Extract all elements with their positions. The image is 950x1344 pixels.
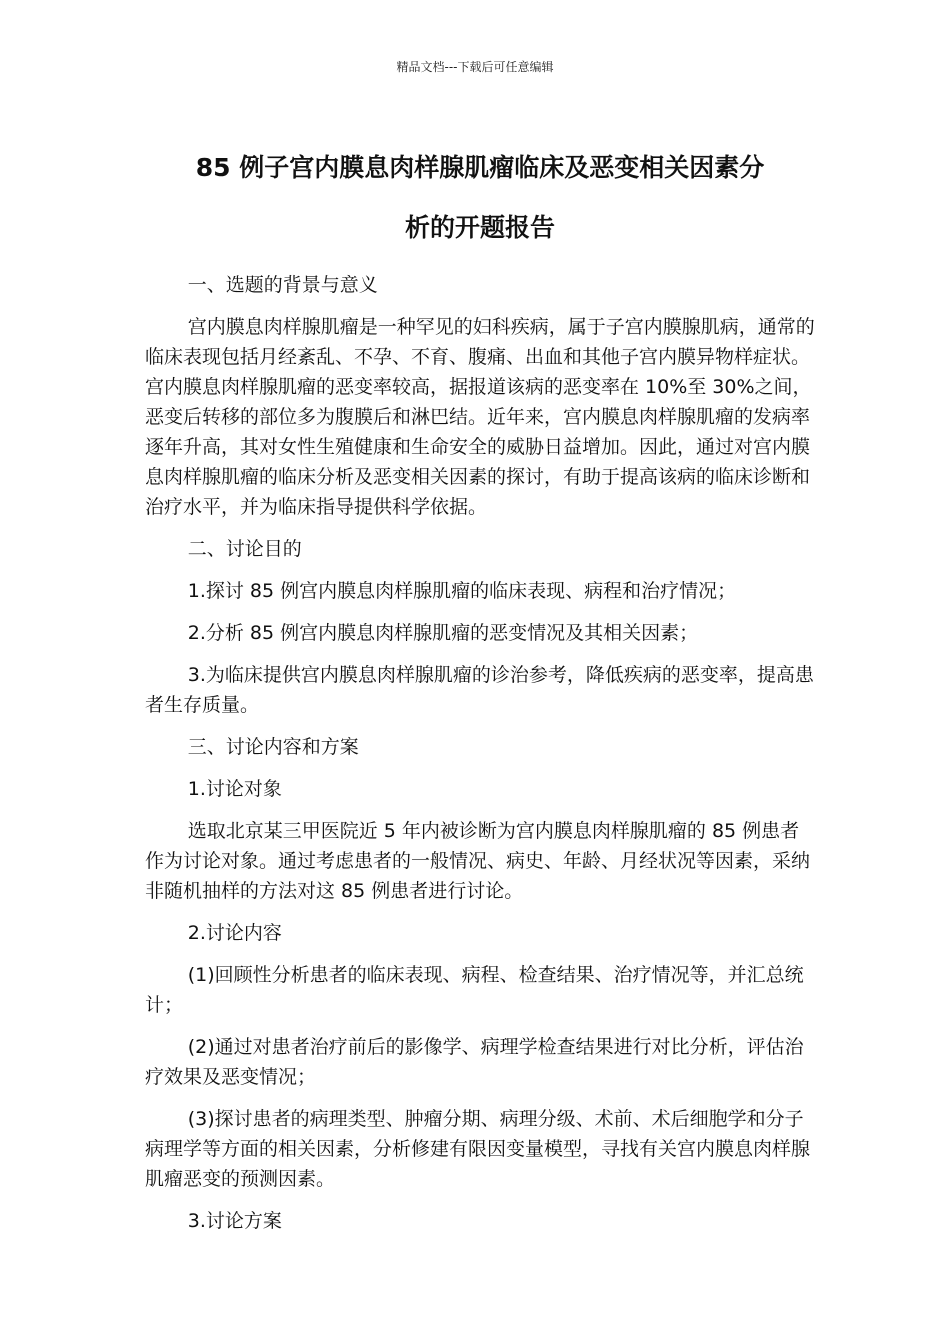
header-note: 精品文档---下载后可任意编辑 xyxy=(396,60,554,74)
subheading-content: 2.讨论内容 xyxy=(187,922,282,944)
section-heading-content: 三、讨论内容和方案 xyxy=(187,736,359,758)
content-item-2: (2)通过对患者治疗前后的影像学、病理学检查结果进行对比分析，评估治疗效果及恶变情况； xyxy=(145,1036,804,1088)
content-item-3: (3)探讨患者的病理类型、肿瘤分期、病理分级、术前、术后细胞学和分子病理学等方面的相关因素，分析修建有限因变量模型，寻找有关宫内膜息肉样腺肌瘤恶变的预测因素。 xyxy=(145,1108,811,1190)
content-item-1: (1)回顾性分析患者的临床表现、病程、检查结果、治疗情况等，并汇总统计； xyxy=(145,964,804,1016)
paragraph-background: 宫内膜息肉样腺肌瘤是一种罕见的妇科疾病，属于子宫内膜腺肌病，通常的临床表现包括月经紊乱、不孕、不育、腹痛、出血和其他子宫内膜异物样症状。宫内膜息肉样腺肌瘤的恶变率较高，据报道该病的恶变率在 10%至 30%之间，恶变后转移的部位多为腹膜后和淋巴结。近年来，宫内膜息肉样腺肌瘤的发病率逐年升高，其对女性生殖健康和生命安全的威胁日益增加。因此，通过对宫内膜息肉样腺肌瘤的临床分析及恶变相关因素的探讨，有助于提高该病的临床诊断和治疗水平，并为临床指导提供科学依据。 xyxy=(145,316,815,518)
title-line-1: 85 例子宫内膜息肉样腺肌瘤临床及恶变相关因素分 xyxy=(195,153,765,182)
purpose-item-2: 2.分析 85 例宫内膜息肉样腺肌瘤的恶变情况及其相关因素； xyxy=(187,622,699,644)
section-heading-background: 一、选题的背景与意义 xyxy=(187,274,378,296)
purpose-item-1: 1.探讨 85 例宫内膜息肉样腺肌瘤的临床表现、病程和治疗情况； xyxy=(187,580,737,602)
subheading-subjects: 1.讨论对象 xyxy=(187,778,282,800)
title-line-2: 析的开题报告 xyxy=(404,213,555,242)
subheading-plan: 3.讨论方案 xyxy=(187,1210,282,1232)
section-heading-purpose: 二、讨论目的 xyxy=(187,538,302,560)
document-body xyxy=(145,270,817,1248)
purpose-item-3: 3.为临床提供宫内膜息肉样腺肌瘤的诊治参考，降低疾病的恶变率，提高患者生存质量。 xyxy=(145,664,814,716)
document-title xyxy=(145,138,815,258)
paragraph-subjects: 选取北京某三甲医院近 5 年内被诊断为宫内膜息肉样腺肌瘤的 85 例患者作为讨论对象。通过考虑患者的一般情况、病史、年龄、月经状况等因素，采纳非随机抽样的方法对这 85 例患者进行讨论。 xyxy=(145,820,811,902)
